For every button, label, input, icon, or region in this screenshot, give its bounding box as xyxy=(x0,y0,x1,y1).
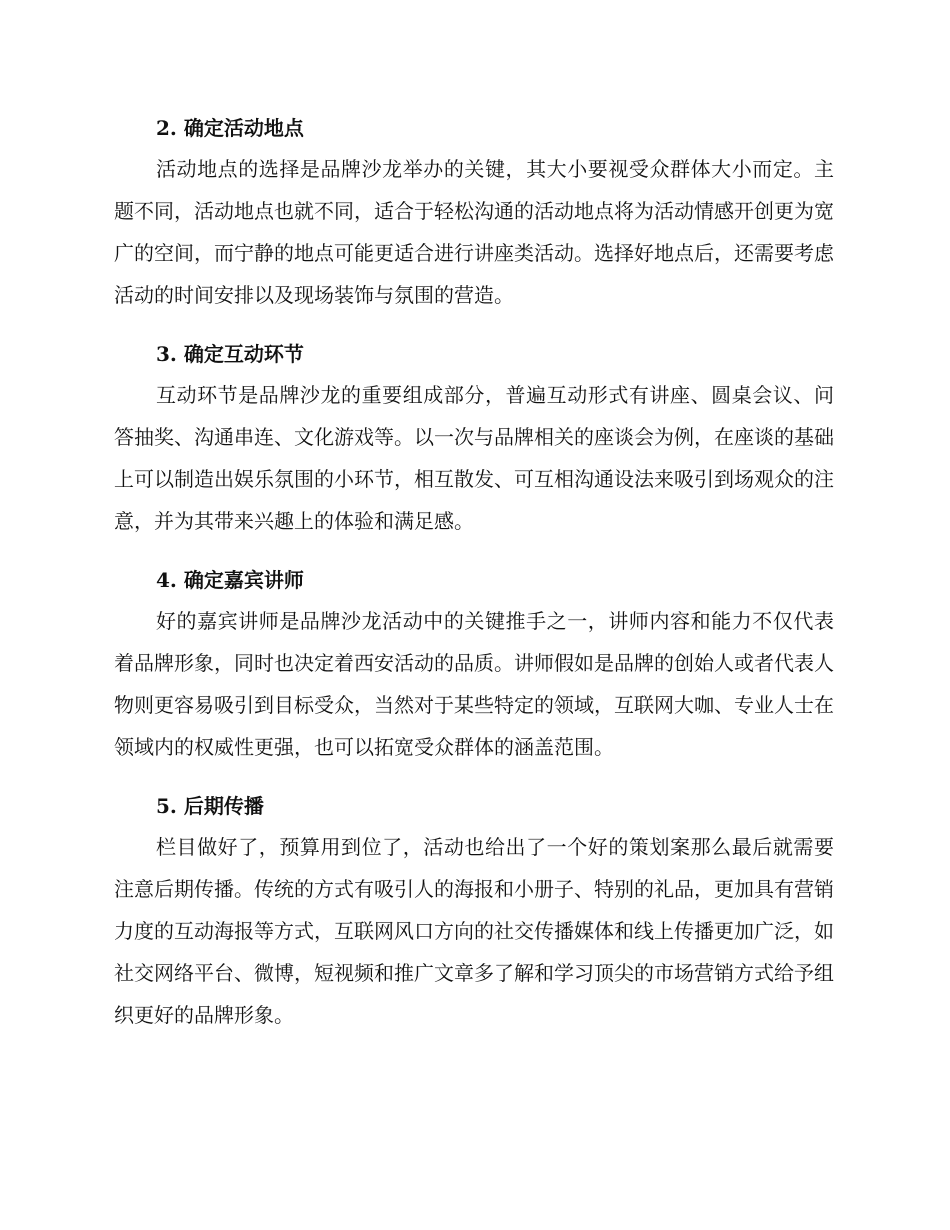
section-venue xyxy=(114,108,834,316)
section-paragraph: 互动环节是品牌沙龙的重要组成部分，普遍互动形式有讲座、圆桌会议、问答抽奖、沟通串连、文化游戏等。以一次与品牌相关的座谈会为例，在座谈的基础上可以制造出娱乐氛围的小环节，相互散发、可互相沟通设法来吸引到场观众的注意，并为其带来兴趣上的体验和满足感。 xyxy=(114,383,834,533)
section-heading: 3. 确定互动环节 xyxy=(156,342,304,366)
section-speakers xyxy=(114,560,834,768)
section-heading: 2. 确定活动地点 xyxy=(156,116,304,140)
section-paragraph: 活动地点的选择是品牌沙龙举办的关键，其大小要视受众群体大小而定。主题不同，活动地点也就不同，适合于轻松沟通的活动地点将为活动情感开创更为宽广的空间，而宁静的地点可能更适合进行讲座类活动。选择好地点后，还需要考虑活动的时间安排以及现场装饰与氛围的营造。 xyxy=(114,157,834,307)
section-heading: 5. 后期传播 xyxy=(156,794,264,818)
section-promotion xyxy=(114,786,834,1036)
document-content xyxy=(114,108,834,1054)
section-paragraph: 好的嘉宾讲师是品牌沙龙活动中的关键推手之一，讲师内容和能力不仅代表着品牌形象，同时也决定着西安活动的品质。讲师假如是品牌的创始人或者代表人物则更容易吸引到目标受众，当然对于某些特定的领域，互联网大咖、专业人士在领域内的权威性更强，也可以拓宽受众群体的涵盖范围。 xyxy=(114,609,834,759)
section-interaction xyxy=(114,334,834,542)
section-paragraph: 栏目做好了，预算用到位了，活动也给出了一个好的策划案那么最后就需要注意后期传播。传统的方式有吸引人的海报和小册子、特别的礼品，更加具有营销力度的互动海报等方式，互联网风口方向的社交传播媒体和线上传播更加广泛，如社交网络平台、微博，短视频和推广文章多了解和学习顶尖的市场营销方式给予组织更好的品牌形象。 xyxy=(114,835,834,1027)
section-heading: 4. 确定嘉宾讲师 xyxy=(156,568,304,592)
